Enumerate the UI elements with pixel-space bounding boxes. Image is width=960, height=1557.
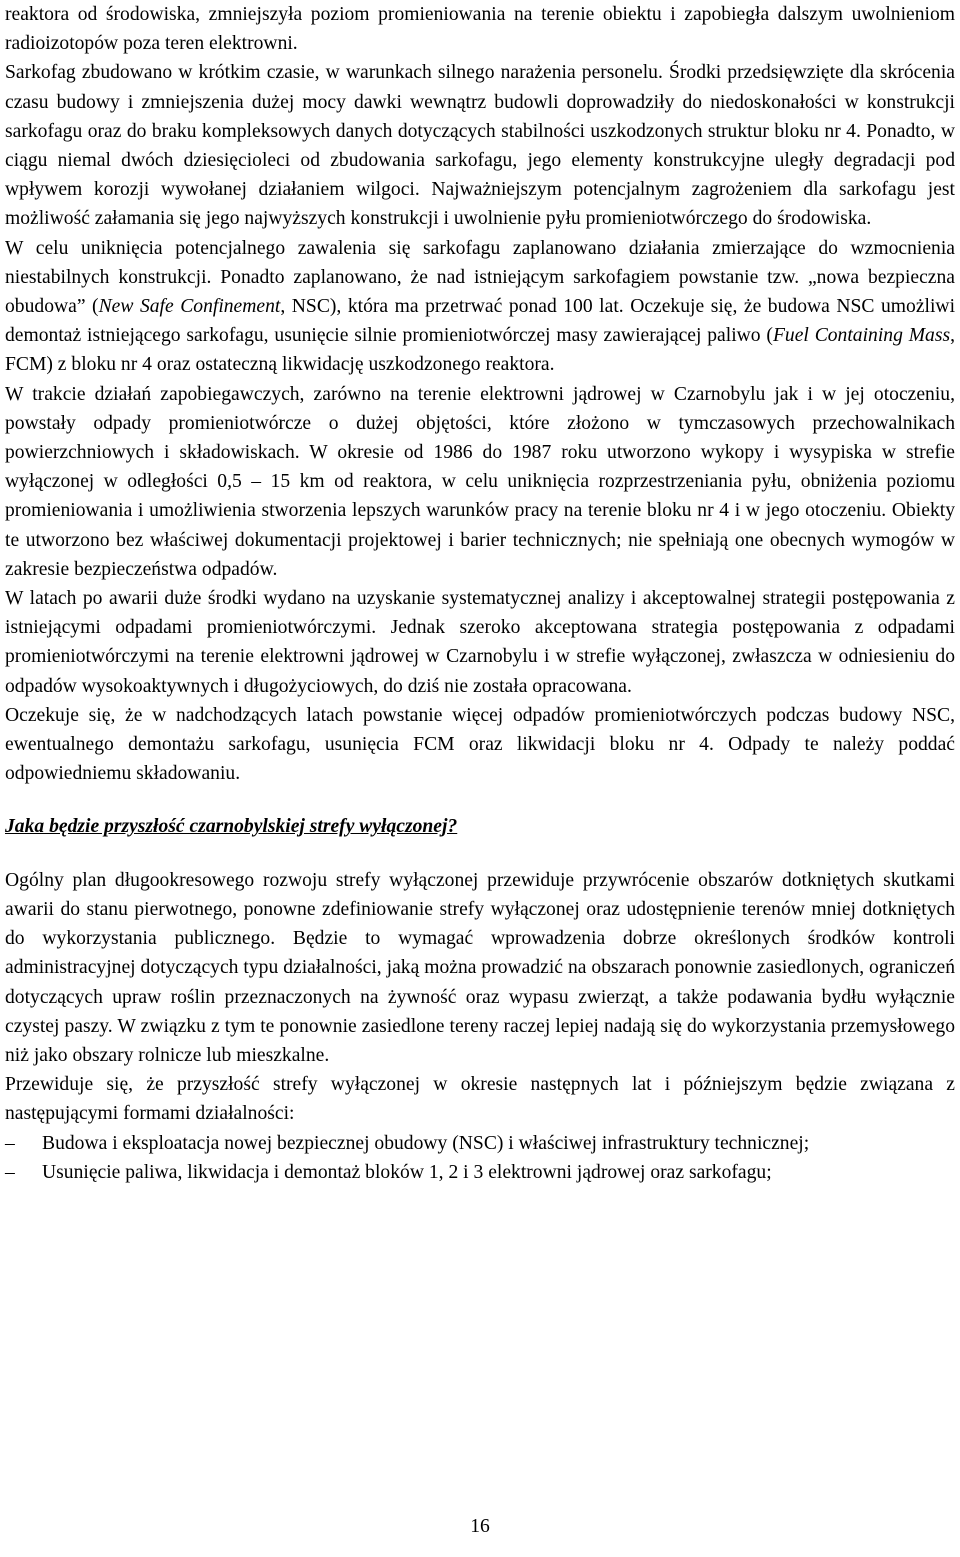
text-run: Sarkofag zbudowano w krótkim czasie, w warunkach silnego narażenia personelu. Środki przedsięwzięte dla skrócenia czasu budowy i zmniejszenia dużej mocy dawki wewnątrz budowli doprowadziły do niedoskonałości w konstrukcji sarkofagu oraz do braku kompleksowych danych dotyczących stabilności uszkodzonych struktur bloku nr 4. Ponadto, w ciągu niemal dwóch dziesięcioleci od zbudowania sarkofagu, jego elementy konstrukcyjne uległy degradacji pod wpływem korozji wywołanej działaniem wilgoci. Najważniejszym potencjalnym zagrożeniem dla sarkofagu jest możliwość załamania się jego najwyższych konstrukcji i uwolnienie pyłu promieniotwórczego do środowiska. bbox=[5, 62, 955, 230]
top-paragraph-5 bbox=[5, 584, 955, 701]
top-paragraph-4 bbox=[5, 380, 955, 584]
top-paragraph-6 bbox=[5, 701, 955, 789]
text-run: W celu uniknięcia potencjalnego zawalenia się sarkofagu zaplanowano działania zmierzające do wzmocnienia niestabilnych konstrukcji. Ponadto zaplanowano, że nad istniejącym sarkofagiem powstanie tzw. „nowa bezpieczna obudowa” ( bbox=[5, 237, 955, 318]
body-text-bottom bbox=[5, 866, 955, 1129]
text-run: , NSC), która ma przetrwać ponad 100 lat. Oczekuje się, że budowa NSC umożliwi demontaż istniejącego sarkofagu, usunięcie silnie promieniotwórczej masy zawierającej paliwo ( bbox=[5, 296, 956, 347]
list-item bbox=[5, 1158, 955, 1187]
text-run: W latach po awarii duże środki wydano na uzyskanie systematycznej analizy i akceptowalnej strategii postępowania z istniejącymi odpadami promieniotwórczymi. Jednak szeroko akceptowana strategia postępowania z odpadami promieniotwórczymi na terenie elektrowni jądrowej w Czarnobylu i w strefie wyłączonej, zwłaszcza w odniesieniu do odpadów wysokoaktywnych i długożyciowych, do dziś nie została opracowana. bbox=[5, 588, 955, 697]
document-page bbox=[5, 0, 955, 1187]
top-paragraph-2 bbox=[5, 58, 955, 233]
list-item-text: Budowa i eksploatacja nowej bezpiecznej obudowy (NSC) i właściwej infrastruktury technicznej; bbox=[42, 1132, 810, 1154]
top-paragraph-1 bbox=[5, 0, 955, 58]
dash-marker: – bbox=[5, 1132, 15, 1154]
italic-term: New Safe Confinement bbox=[98, 296, 281, 318]
top-paragraph-3 bbox=[5, 234, 955, 380]
bottom-paragraph-2 bbox=[5, 1070, 955, 1128]
list-item-text: Usunięcie paliwa, likwidacja i demontaż bloków 1, 2 i 3 elektrowni jądrowej oraz sarkofagu; bbox=[42, 1161, 772, 1183]
text-run: reaktora od środowiska, zmniejszyła poziom promieniowania na terenie obiektu i zapobiegła dalszym uwolnieniom radioizotopów poza teren elektrowni. bbox=[5, 4, 955, 55]
page-number: 16 bbox=[470, 1516, 490, 1537]
dash-list bbox=[5, 1129, 955, 1187]
dash-marker: – bbox=[5, 1161, 15, 1183]
text-run: Przewiduje się, że przyszłość strefy wyłączonej w okresie następnych lat i późniejszym będzie związana z następującymi formami działalności: bbox=[5, 1074, 955, 1125]
text-run: Ogólny plan długookresowego rozwoju strefy wyłączonej przewiduje przywrócenie obszarów dotkniętych skutkami awarii do stanu pierwotnego, ponowne zdefiniowanie strefy wyłączonej oraz udostępnienie terenów mniej dotkniętych do wykorzystania publicznego. Będzie to wymagać wprowadzenia dobrze określonych środków kontroli administracyjnej dotyczących typu działalności, jaką można prowadzić na obszarach ponownie zasiedlonych, ograniczeń dotyczących upraw roślin przeznaczonych na żywność oraz wypasu zwierząt, a także podawania bydłu wyłącznie czystej paszy. W związku z tym te ponownie zasiedlone tereny raczej lepiej nadają się do wykorzystania przemysłowego niż jako obszary rolnicze lub mieszkalne. bbox=[5, 869, 955, 1066]
body-text-top bbox=[5, 0, 955, 788]
bottom-paragraph-1 bbox=[5, 866, 955, 1070]
text-run: , FCM) z bloku nr 4 oraz ostateczną likwidację uszkodzonego reaktora. bbox=[5, 325, 955, 376]
section-heading: Jaka będzie przyszłość czarnobylskiej strefy wyłączonej? bbox=[5, 816, 458, 838]
text-run: W trakcie działań zapobiegawczych, zarówno na terenie elektrowni jądrowej w Czarnobylu jak i w jej otoczeniu, powstały odpady promieniotwórcze o dużej objętości, które złożono w tymczasowych przechowalnikach powierzchniowych i składowiskach. W okresie od 1986 do 1987 roku utworzono wykopy i wysypiska w strefie wyłączonej w odległości 0,5 – 15 km od reaktora, w celu uniknięcia rozprzestrzeniania pyłu, obniżenia poziomu promieniowania i umożliwienia stworzenia lepszych warunków pracy na terenie bloku nr 4 i w jego otoczeniu. Obiekty te utworzono bez właściwej dokumentacji projektowej i barier technicznych; nie spełniają one obecnych wymogów w zakresie bezpieczeństwa odpadów. bbox=[5, 383, 955, 580]
text-run: Oczekuje się, że w nadchodzących latach powstanie więcej odpadów promieniotwórczych podczas budowy NSC, ewentualnego demontażu sarkofagu, usunięcia FCM oraz likwidacji bloku nr 4. Odpady te należy poddać odpowiedniemu składowaniu. bbox=[5, 704, 955, 785]
list-item bbox=[5, 1129, 955, 1158]
italic-term: Fuel Containing Mass bbox=[772, 325, 951, 347]
